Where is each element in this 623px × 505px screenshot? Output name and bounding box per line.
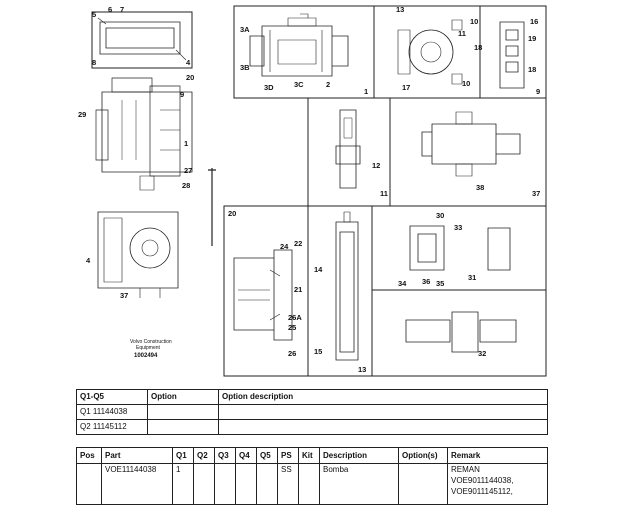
callout: 30 — [436, 211, 445, 220]
callout: 34 — [398, 279, 407, 288]
callout: 9 — [536, 87, 541, 96]
callout: 33 — [454, 223, 463, 232]
callout: 8 — [92, 58, 97, 67]
callout: 17 — [402, 83, 411, 92]
callout: 25 — [288, 323, 297, 332]
table-row — [77, 420, 548, 435]
callout: 3D — [264, 83, 274, 92]
col-pos: Pos — [77, 448, 102, 464]
callout: 6 — [108, 5, 113, 14]
col-kit: Kit — [299, 448, 320, 464]
option-code: Q2 11145112 — [77, 420, 148, 435]
callout: 29 — [78, 110, 87, 119]
callout: 21 — [294, 285, 303, 294]
col-q5: Q5 — [257, 448, 278, 464]
callout: 11 — [458, 29, 466, 38]
callout: 13 — [396, 5, 405, 14]
callout: 35 — [436, 279, 445, 288]
callout: 4 — [86, 256, 91, 265]
callout: 2 — [326, 80, 331, 89]
callout: 36 — [422, 277, 431, 286]
cell-pos — [77, 464, 102, 505]
cell-description: Bomba — [320, 464, 399, 505]
col-q2: Q2 — [194, 448, 215, 464]
col-option-description: Option description — [219, 390, 548, 405]
callout: 19 — [528, 34, 537, 43]
callout: 11 — [380, 189, 388, 198]
callout: 38 — [476, 183, 485, 192]
callout: 24 — [280, 242, 289, 251]
cell-q2 — [194, 464, 215, 505]
callout: 15 — [314, 347, 323, 356]
cell-q3 — [215, 464, 236, 505]
col-description: Description — [320, 448, 399, 464]
callout: 13 — [358, 365, 367, 374]
col-remark: Remark — [448, 448, 548, 464]
cell-q1: 1 — [173, 464, 194, 505]
option-table-header — [77, 390, 548, 405]
callout: 18 — [474, 43, 483, 52]
col-q1-q5: Q1-Q5 — [77, 390, 148, 405]
callout: 4 — [186, 58, 191, 67]
remark-line: VOE9011145112, — [451, 487, 513, 496]
callout: 3B — [240, 63, 250, 72]
callout: 31 — [468, 273, 477, 282]
col-options: Option(s) — [399, 448, 448, 464]
callout: 20 — [186, 73, 195, 82]
cell-ps: SS — [278, 464, 299, 505]
callout: 16 — [530, 17, 539, 26]
callout: 22 — [294, 239, 303, 248]
remark-line: VOE9011144038, — [451, 476, 514, 485]
col-q3: Q3 — [215, 448, 236, 464]
option-table — [76, 389, 548, 435]
stamp-line: Equipment — [136, 345, 160, 351]
cell-kit — [299, 464, 320, 505]
callout: 3A — [240, 25, 250, 34]
callout: 10 — [462, 79, 471, 88]
cell-part: VOE11144038 — [102, 464, 173, 505]
stamp-line: Volvo Construction — [130, 339, 172, 345]
col-option: Option — [148, 390, 219, 405]
callout: 9 — [180, 90, 185, 99]
callout: 12 — [372, 161, 381, 170]
callout: 37 — [532, 189, 541, 198]
callout: 20 — [228, 209, 237, 218]
cell-q5 — [257, 464, 278, 505]
callout: 1 — [184, 139, 189, 148]
callout: 26 — [288, 349, 297, 358]
callout: 32 — [478, 349, 487, 358]
parts-table — [76, 447, 548, 505]
callout: 10 — [470, 17, 479, 26]
option-value — [148, 420, 219, 435]
option-description — [219, 420, 548, 435]
callout: 26A — [288, 313, 302, 322]
table-row — [77, 464, 548, 505]
remark-line: REMAN — [451, 465, 480, 474]
col-part: Part — [102, 448, 173, 464]
table-row — [77, 405, 548, 420]
callout: 14 — [314, 265, 323, 274]
callout: 27 — [184, 166, 193, 175]
cell-remark — [448, 464, 548, 505]
option-value — [148, 405, 219, 420]
callout: 37 — [120, 291, 129, 300]
parts-table-header — [77, 448, 548, 464]
stamp-id: 1002494 — [134, 353, 158, 359]
col-ps: PS — [278, 448, 299, 464]
option-code: Q1 11144038 — [77, 405, 148, 420]
callout: 7 — [120, 5, 125, 14]
col-q4: Q4 — [236, 448, 257, 464]
cell-options — [399, 464, 448, 505]
callout: 5 — [92, 10, 97, 19]
option-description — [219, 405, 548, 420]
cell-q4 — [236, 464, 257, 505]
callout: 28 — [182, 181, 191, 190]
callout: 18 — [528, 65, 537, 74]
col-q1: Q1 — [173, 448, 194, 464]
callout: 3C — [294, 80, 304, 89]
callout: 1 — [364, 87, 369, 96]
